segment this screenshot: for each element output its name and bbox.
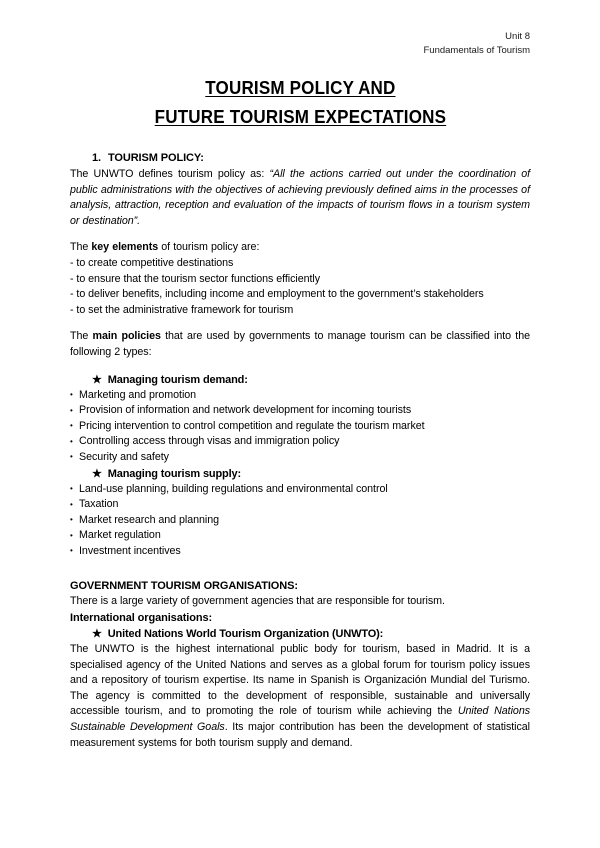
- key-elements-post: of tourism policy are:: [158, 241, 260, 254]
- definition-lead: The UNWTO defines tourism policy as:: [70, 168, 270, 180]
- unwto-label: United Nations World Tourism Organization (UNWTO):: [107, 628, 384, 641]
- key-elements-bold: key elements: [91, 241, 159, 254]
- government-organisations-heading: GOVERNMENT TOURISM ORGANISATIONS:: [70, 580, 298, 593]
- key-element-item: - to ensure that the tourism sector functions efficiently: [70, 272, 321, 285]
- star-icon: ★: [92, 373, 102, 386]
- key-elements-pre: The: [70, 241, 92, 254]
- key-element-item: - to deliver benefits, including income and employment to the government’s stakeholders: [70, 288, 484, 301]
- key-element-item: - to create competitive destinations: [70, 256, 234, 269]
- key-elements-intro: [70, 240, 530, 256]
- list-item: • Controlling access through visas and immigration policy: [70, 434, 530, 450]
- managing-supply-label: Managing tourism supply:: [107, 467, 242, 480]
- list-item: • Provision of information and network development for incoming tourists: [70, 403, 530, 419]
- star-icon: ★: [92, 628, 102, 641]
- list-item: • Market regulation: [70, 528, 530, 544]
- spacer: [70, 559, 530, 578]
- unwto-body-part-1: The UNWTO is the highest international public body for tourism, based in Madrid. It is a specialised agency of the United Nations and serves as a global forum for tourism policy issues and a repository of tourism expertise. Its name in Spanish is Organización Mundial del Turismo. The agency is committed to the development of responsible, sustainable and universally accessible tourism, and to promoting the role of tourism while achieving the: [70, 643, 530, 718]
- main-policies-pre: The: [70, 330, 93, 343]
- tourism-policy-definition: [70, 167, 530, 229]
- star-icon: ★: [92, 467, 102, 480]
- international-organisations-heading: International organisations:: [70, 612, 213, 625]
- key-element-item: - to set the administrative framework for tourism: [70, 303, 294, 316]
- unwto-body-part-2: . Its major contribution has been the development of statistical measurement systems for both tourism supply and demand.: [70, 721, 530, 749]
- spacer: [70, 361, 530, 372]
- unwto-sdg-italic: United Nations Sustainable Development Goals: [70, 705, 531, 734]
- main-policies-bold: main policies: [92, 330, 161, 343]
- main-policies-post: that are used by governments to manage tourism can be classified into the following 2 types:: [70, 330, 530, 358]
- list-item: • Land-use planning, building regulations and environmental control: [70, 482, 530, 498]
- section-1-title: TOURISM POLICY:: [107, 152, 204, 164]
- managing-demand-label: Managing tourism demand:: [107, 373, 248, 386]
- title-line-1: TOURISM POLICY AND: [204, 77, 396, 98]
- managing-supply-heading: [92, 466, 530, 482]
- unwto-heading: [92, 626, 530, 642]
- list-item: • Market research and planning: [70, 513, 530, 529]
- document-title: [70, 74, 530, 130]
- managing-supply-list: [70, 482, 530, 560]
- managing-demand-heading: [92, 372, 530, 388]
- government-organisations-intro: There is a large variety of government agencies that are responsible for tourism.: [70, 595, 445, 608]
- running-header: [70, 30, 530, 58]
- definition-quote: “All the actions carried out under the coordination of public administrations with the objectives of achieving previously defined aims in the processes of analysis, attraction, reception and evaluation of the impacts of tourism flows in a tourism system or destination”.: [70, 168, 531, 227]
- main-policies-intro: [70, 329, 530, 360]
- managing-demand-list: [70, 388, 530, 466]
- header-unit: Unit 8: [505, 31, 530, 42]
- list-item: • Taxation: [70, 497, 530, 513]
- unwto-description: [70, 642, 530, 751]
- list-item: • Investment incentives: [70, 544, 530, 560]
- section-1-heading: [92, 150, 530, 166]
- title-line-2: FUTURE TOURISM EXPECTATIONS: [154, 106, 446, 127]
- list-item: • Security and safety: [70, 450, 530, 466]
- list-item: • Marketing and promotion: [70, 388, 530, 404]
- header-course: Fundamentals of Tourism: [423, 45, 530, 56]
- list-item: • Pricing intervention to control competition and regulate the tourism market: [70, 419, 530, 435]
- section-1-number: 1.: [92, 152, 101, 164]
